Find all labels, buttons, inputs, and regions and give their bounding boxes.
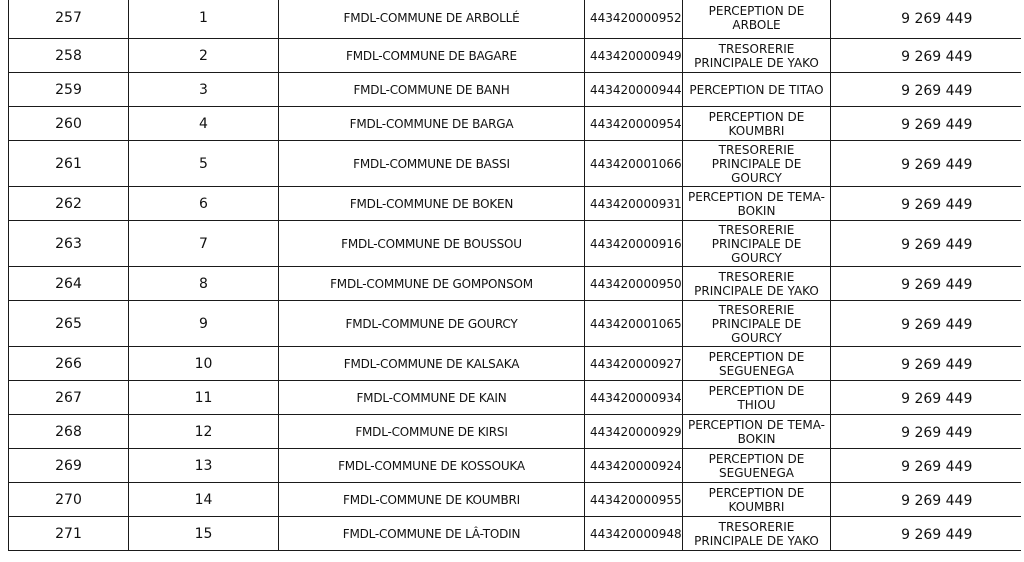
account-number-cell: 443420000929 <box>585 415 683 449</box>
amount-cell <box>831 301 1021 347</box>
row-number-cell: 269 <box>9 449 129 483</box>
amount-cell <box>831 483 1021 517</box>
row-number-cell: 265 <box>9 301 129 347</box>
row-index-cell: 14 <box>129 483 279 517</box>
treasury-office-line: PERCEPTION DE <box>708 485 805 500</box>
treasury-office-cell <box>683 381 831 415</box>
table-row <box>9 449 1021 483</box>
row-number-cell: 268 <box>9 415 129 449</box>
row-number-cell: 264 <box>9 267 129 301</box>
row-number-cell: 258 <box>9 39 129 73</box>
treasury-office-line: TRESORERIE <box>718 269 795 284</box>
row-number-cell: 262 <box>9 187 129 221</box>
amount-value: 9 269 449 <box>901 156 973 173</box>
row-number-cell: 260 <box>9 107 129 141</box>
table-row <box>9 221 1021 267</box>
row-index-cell: 1 <box>129 0 279 39</box>
amount-value: 9 269 449 <box>901 10 973 27</box>
amount-value: 9 269 449 <box>901 196 973 213</box>
treasury-office-line: GOURCY <box>731 170 782 185</box>
treasury-office-line: PERCEPTION DE TEMA- <box>687 417 826 432</box>
row-number-cell: 271 <box>9 517 129 551</box>
table-row <box>9 381 1021 415</box>
amount-value: 9 269 449 <box>901 390 973 407</box>
treasury-office-line: PERCEPTION DE <box>708 451 805 466</box>
commune-name-cell: FMDL-COMMUNE DE GOURCY <box>279 301 585 347</box>
row-number-cell: 261 <box>9 141 129 187</box>
account-number-cell: 443420000944 <box>585 73 683 107</box>
row-index-cell: 10 <box>129 347 279 381</box>
account-number-cell: 443420000952 <box>585 0 683 39</box>
row-number-cell: 267 <box>9 381 129 415</box>
treasury-office-line: GOURCY <box>731 330 782 345</box>
commune-name-cell: FMDL-COMMUNE DE KAIN <box>279 381 585 415</box>
treasury-office-line: PRINCIPALE DE <box>711 156 802 171</box>
treasury-office-cell <box>683 483 831 517</box>
amount-cell <box>831 141 1021 187</box>
treasury-office-line: PRINCIPALE DE YAKO <box>694 283 819 298</box>
treasury-office-line: PERCEPTION DE TITAO <box>689 82 824 97</box>
amount-cell <box>831 221 1021 267</box>
account-number-cell: 443420000927 <box>585 347 683 381</box>
amount-cell <box>831 73 1021 107</box>
amount-value: 9 269 449 <box>901 82 973 99</box>
treasury-office-line: THIOU <box>737 397 776 412</box>
commune-name-cell: FMDL-COMMUNE DE BANH <box>279 73 585 107</box>
treasury-office-line: PERCEPTION DE TEMA- <box>687 189 826 204</box>
row-index-cell: 15 <box>129 517 279 551</box>
row-index-cell: 8 <box>129 267 279 301</box>
treasury-office-cell <box>683 449 831 483</box>
table-row <box>9 107 1021 141</box>
treasury-office-cell <box>683 73 831 107</box>
treasury-office-line: PERCEPTION DE <box>708 349 805 364</box>
account-number-cell: 443420000931 <box>585 187 683 221</box>
amount-value: 9 269 449 <box>901 48 973 65</box>
treasury-office-line: BOKIN <box>737 431 776 446</box>
amount-cell <box>831 415 1021 449</box>
amount-cell <box>831 347 1021 381</box>
amount-cell <box>831 267 1021 301</box>
amount-value: 9 269 449 <box>901 356 973 373</box>
treasury-office-cell <box>683 187 831 221</box>
treasury-office-line: GOURCY <box>731 250 782 265</box>
commune-name-cell: FMDL-COMMUNE DE GOMPONSOM <box>279 267 585 301</box>
row-number-cell: 259 <box>9 73 129 107</box>
amount-value: 9 269 449 <box>901 492 973 509</box>
account-number-cell: 443420000948 <box>585 517 683 551</box>
row-number-cell: 270 <box>9 483 129 517</box>
treasury-office-cell <box>683 107 831 141</box>
amount-cell <box>831 39 1021 73</box>
treasury-office-line: SEGUENEGA <box>719 465 794 480</box>
commune-allocation-table <box>8 0 1021 551</box>
commune-name-cell: FMDL-COMMUNE DE BOUSSOU <box>279 221 585 267</box>
treasury-office-line: PRINCIPALE DE YAKO <box>694 55 819 70</box>
treasury-office-line: BOKIN <box>737 203 776 218</box>
treasury-office-cell <box>683 415 831 449</box>
amount-cell <box>831 381 1021 415</box>
treasury-office-cell <box>683 39 831 73</box>
treasury-office-cell <box>683 0 831 39</box>
row-index-cell: 11 <box>129 381 279 415</box>
treasury-office-line: TRESORERIE <box>718 302 795 317</box>
amount-cell <box>831 107 1021 141</box>
account-number-cell: 443420001065 <box>585 301 683 347</box>
account-number-cell: 443420001066 <box>585 141 683 187</box>
treasury-office-line: KOUMBRI <box>728 123 785 138</box>
row-index-cell: 9 <box>129 301 279 347</box>
table-row <box>9 347 1021 381</box>
amount-value: 9 269 449 <box>901 526 973 543</box>
commune-name-cell: FMDL-COMMUNE DE KOSSOUKA <box>279 449 585 483</box>
row-number-cell: 263 <box>9 221 129 267</box>
account-number-cell: 443420000934 <box>585 381 683 415</box>
row-number-cell: 266 <box>9 347 129 381</box>
amount-value: 9 269 449 <box>901 458 973 475</box>
row-index-cell: 2 <box>129 39 279 73</box>
commune-name-cell: FMDL-COMMUNE DE BASSI <box>279 141 585 187</box>
row-index-cell: 7 <box>129 221 279 267</box>
table-row <box>9 187 1021 221</box>
table-row <box>9 141 1021 187</box>
account-number-cell: 443420000955 <box>585 483 683 517</box>
row-number-cell: 257 <box>9 0 129 39</box>
amount-value: 9 269 449 <box>901 316 973 333</box>
treasury-office-cell <box>683 267 831 301</box>
amount-value: 9 269 449 <box>901 116 973 133</box>
commune-name-cell: FMDL-COMMUNE DE ARBOLLÉ <box>279 0 585 39</box>
row-index-cell: 5 <box>129 141 279 187</box>
row-index-cell: 12 <box>129 415 279 449</box>
amount-cell <box>831 187 1021 221</box>
treasury-office-line: PERCEPTION DE <box>708 3 805 18</box>
treasury-office-line: PRINCIPALE DE <box>711 316 802 331</box>
commune-name-cell: FMDL-COMMUNE DE BAGARE <box>279 39 585 73</box>
table-row <box>9 39 1021 73</box>
table-row <box>9 73 1021 107</box>
table-row <box>9 301 1021 347</box>
treasury-office-cell <box>683 221 831 267</box>
amount-cell <box>831 449 1021 483</box>
commune-name-cell: FMDL-COMMUNE DE LÂ-TODIN <box>279 517 585 551</box>
treasury-office-line: PRINCIPALE DE <box>711 236 802 251</box>
account-number-cell: 443420000924 <box>585 449 683 483</box>
treasury-office-line: PRINCIPALE DE YAKO <box>694 533 819 548</box>
account-number-cell: 443420000916 <box>585 221 683 267</box>
treasury-office-line: TRESORERIE <box>718 222 795 237</box>
row-index-cell: 3 <box>129 73 279 107</box>
row-index-cell: 4 <box>129 107 279 141</box>
treasury-office-line: ARBOLE <box>732 17 781 32</box>
treasury-office-cell <box>683 141 831 187</box>
treasury-office-line: KOUMBRI <box>728 499 785 514</box>
treasury-office-line: PERCEPTION DE <box>708 109 805 124</box>
amount-value: 9 269 449 <box>901 276 973 293</box>
treasury-office-line: TRESORERIE <box>718 142 795 157</box>
treasury-office-line: TRESORERIE <box>718 519 795 534</box>
amount-cell <box>831 0 1021 39</box>
treasury-office-cell <box>683 301 831 347</box>
account-number-cell: 443420000949 <box>585 39 683 73</box>
table-row <box>9 267 1021 301</box>
table-body <box>9 0 1021 551</box>
account-number-cell: 443420000954 <box>585 107 683 141</box>
account-number-cell: 443420000950 <box>585 267 683 301</box>
treasury-office-line: PERCEPTION DE <box>708 383 805 398</box>
row-index-cell: 13 <box>129 449 279 483</box>
amount-cell <box>831 517 1021 551</box>
table-row <box>9 517 1021 551</box>
treasury-office-line: TRESORERIE <box>718 41 795 56</box>
table-row <box>9 483 1021 517</box>
amount-value: 9 269 449 <box>901 236 973 253</box>
treasury-office-line: SEGUENEGA <box>719 363 794 378</box>
amount-value: 9 269 449 <box>901 424 973 441</box>
commune-name-cell: FMDL-COMMUNE DE KOUMBRI <box>279 483 585 517</box>
table-row <box>9 415 1021 449</box>
treasury-office-cell <box>683 517 831 551</box>
commune-name-cell: FMDL-COMMUNE DE KALSAKA <box>279 347 585 381</box>
row-index-cell: 6 <box>129 187 279 221</box>
commune-name-cell: FMDL-COMMUNE DE KIRSI <box>279 415 585 449</box>
commune-name-cell: FMDL-COMMUNE DE BOKEN <box>279 187 585 221</box>
commune-name-cell: FMDL-COMMUNE DE BARGA <box>279 107 585 141</box>
treasury-office-cell <box>683 347 831 381</box>
table-row <box>9 0 1021 39</box>
